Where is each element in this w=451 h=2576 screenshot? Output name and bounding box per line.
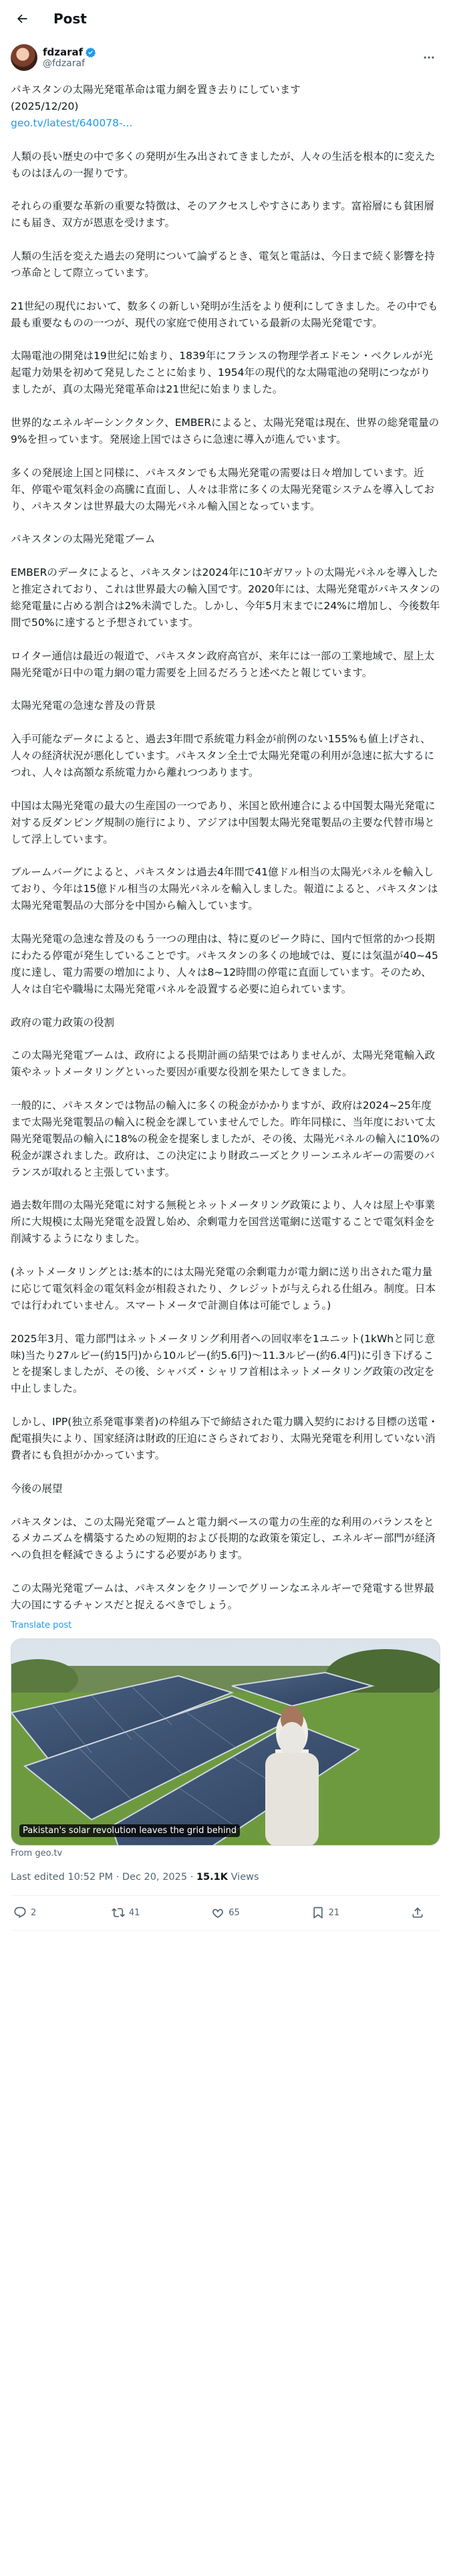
tweet-paragraph: 一般的に、パキスタンでは物品の輸入に多くの税金がかかりますが、政府は2024~25年度まで太陽光発電製品の輸入に税金を課していませんでした。昨年同様に、当年度において太陽光発電製品の輸入に18%の税金を提案しましたが、その後、太陽光パネルの輸入に10%の税金が課されました。政府は、この決定により財政ニーズとクリーンエネルギーの需要のバランスが取れると主張しています。 [11,1099,440,1178]
tweet-paragraph: 多くの発展途上国と同様に、パキスタンでも太陽光発電の需要は日々増加しています。近年、停電や電気料金の高騰に直面し、人々は非常に多くの太陽光発電システムを導入しており、パキスタンは世界最大の太陽光パネル輸入国となっています。 [11,466,434,512]
section-heading: 政府の電力政策の役割 [11,1016,115,1029]
meta-separator: · [187,1872,196,1883]
author-names [43,46,418,69]
arrow-left-icon [15,12,29,25]
tweet-text [11,82,440,1614]
link-card[interactable] [11,1638,440,1846]
tweet-paragraph: 21世紀の現代において、数多くの新しい発明が生活をより便利にしてきました。その中でも最も重要なものの一つが、現代の家庭で使用されている最新の太陽光発電です。 [11,300,438,329]
bookmark-button[interactable] [311,1906,340,1919]
card-caption: Pakistan's solar revolution leaves the grid behind [19,1824,240,1837]
article-link[interactable]: geo.tv/latest/640078-... [11,116,133,129]
tweet-headline: パキスタンの太陽光発電革命は電力網を置き去りにしています (2025/12/20) [11,84,301,112]
more-horizontal-icon [422,51,436,64]
tweet-paragraph: 太陽光発電の急速な普及のもう一つの理由は、特に夏のピーク時に、国内で恒常的かつ長期にわたる停電が発生していることです。パキスタンの多くの地域では、夏には気温が40~45度に達し、電力需要の増加により、人々は8~12時間の停電に直面しています。そのため、人々は自宅や職場に太陽光発電パネルを設置する必要に迫られています。 [11,932,438,995]
author-row [11,41,440,74]
action-bar [11,1896,440,1931]
repost-count: 41 [128,1907,140,1918]
translate-post-link[interactable]: Translate post [11,1620,72,1630]
section-heading: パキスタンの太陽光発電ブーム [11,533,156,546]
views-label: Views [231,1872,259,1883]
timestamp[interactable]: Last edited 10:52 PM · Dec 20, 2025 [11,1872,188,1883]
tweet-paragraph: この太陽光発電ブームは、政府による長期計画の結果ではありませんが、太陽光発電輸入政策やネットメータリングといった要因が重要な役割を果たしてきました。 [11,1049,436,1079]
top-bar [0,0,451,37]
tweet-paragraph: (ネットメータリングとは:基本的には太陽光発電の余剰電力が電力網に送り出された電力量に応じて電気料金の電気料金が相殺されたり、クレジットが与えられる仕組み。制度。日本では行われていません。スマートメータで計測自体は可能でしょう。) [11,1266,436,1311]
tweet-paragraph: 太陽電池の開発は19世紀に始まり、1839年にフランスの物理学者エドモン・ベクレルが光起電力効果を初めて発見したことに始まり、1954年の現代的な太陽電池の発明につながりましたが、真の太陽光発電革命は21世紀に始まりました。 [11,350,433,396]
card-source[interactable]: From geo.tv [11,1848,63,1858]
tweet-paragraph: この太陽光発電ブームは、パキスタンをクリーンでグリーンなエネルギーで発電する世界最大の国にするチャンスだと捉えるべきでしょう。 [11,1582,435,1612]
tweet-paragraph: それらの重要な革新の重要な特徴は、そのアクセスしやすさにあります。富裕層にも貧困層にも届き、双方が恩恵を受けます。 [11,200,434,229]
tweet-paragraph: 人類の生活を変えた過去の発明について論ずるとき、電気と電話は、今日まで続く影響を持つ革命として際立っています。 [11,250,435,279]
page-title: Post [53,11,87,27]
bookmark-icon [311,1906,325,1919]
tweet-paragraph: EMBERのデータによると、パキスタンは2024年に10ギガワットの太陽光パネルを導入したと推定されており、これは世界最大の輸入国です。2020年には、太陽光発電がパキスタンの総発電量に占める割合は2%未満でした。しかし、今年5月末までに24%に増加し、今後数年間で50%に達すると予想されています。 [11,566,440,629]
tweet-paragraph: しかし、IPP(独立系発電事業者)の枠組み下で締結された電力購入契約における目標の送電・配電損失により、国家経済は財政的圧迫にさらされており、太陽光発電を利用していない消費者にも負担がかかっています。 [11,1416,438,1461]
share-icon [411,1906,424,1919]
verified-badge-icon [85,47,96,58]
repost-icon [112,1906,125,1919]
repost-button[interactable] [112,1906,140,1919]
tweet-paragraph: 世界的なエネルギーシンクタンク、EMBERによると、太陽光発電は現在、世界の総発電量の9%を担っています。発展途上国ではさらに急速に導入が進んでいます。 [11,417,440,445]
tweet-meta [11,1869,440,1896]
views-count: 15.1K [196,1872,228,1883]
tweet-paragraph: 過去数年間の太陽光発電に対する無税とネットメータリング政策により、人々は屋上や事業所に大規模に太陽光発電を設置し始め、余剰電力を国営送電網に送電することで電気料金を削減するようになりました。 [11,1199,436,1245]
reply-button[interactable] [13,1906,40,1919]
tweet-paragraph: 入手可能なデータによると、過去3年間で系統電力料金が前例のない155%も値上げされ、人々の経済状況が悪化しています。パキスタン全土で太陽光発電の利用が急速に拡大するにつれ、人々は高額な系統電力から離れつつあります。 [11,733,434,778]
tweet-paragraph: 人類の長い歴史の中で多くの発明が生み出されてきましたが、人々の生活を根本的に変えたものはほんの一握りです。 [11,150,436,179]
tweet-paragraph: 中国は太陽光発電の最大の生産国の一つであり、米国と欧州連合による中国製太陽光発電に対する反ダンピング規制の施行により、アジアは中国製太陽光発電製品の主要な代替市場として浮上しています。 [11,799,436,845]
tweet [0,37,451,1931]
author-name-text: fdzaraf [43,46,84,58]
like-count: 65 [229,1907,240,1918]
author-handle[interactable]: @fdzaraf [43,58,86,69]
tweet-paragraph: 2025年3月、電力部門はネットメータリング利用者への回収率を1ユニット(1kWhと同じ意味)当たり27ルピー(約15円)から10ルピー(約5.6円)～11.3ルピー(約6.4円)に引き下げることを提案しましたが、その後、シャバズ・シャリフ首相はネットメータリング政策の改定を中止しました。 [11,1332,436,1395]
bookmark-count: 21 [328,1907,340,1918]
reply-icon [13,1906,27,1919]
back-button[interactable] [11,7,33,30]
heart-icon [211,1906,224,1919]
solar-field-image [11,1639,440,1846]
share-button[interactable] [411,1906,438,1919]
tweet-paragraph: ロイター通信は最近の報道で、パキスタン政府高官が、来年には一部の工業地域で、屋上太陽光発電が日中の電力網の電力需要を上回るだろうと述べたと報じています。 [11,649,435,679]
section-heading: 今後の展望 [11,1482,63,1495]
like-button[interactable] [211,1906,240,1919]
tweet-headline-block [11,82,440,132]
reply-count: 2 [31,1907,37,1918]
avatar[interactable] [11,44,37,71]
tweet-paragraph: ブルームバーグによると、パキスタンは過去4年間で41億ドル相当の太陽光パネルを輸入しており、今年は15億ドル相当の太陽光パネルを輸入しました。報道によると、パキスタンは太陽光発電製品の大部分を中国から輸入しています。 [11,866,438,912]
author-display-name[interactable] [43,46,418,58]
tweet-paragraph: パキスタンは、この太陽光発電ブームと電力網ベースの電力の生産的な利用のバランスをとるメカニズムを構築するための短期的および長期的な政策を策定し、エネルギー部門が経済への負担を軽減できるようにする必要があります。 [11,1515,436,1562]
section-heading: 太陽光発電の急速な普及の背景 [11,700,156,712]
more-options-button[interactable] [418,46,440,69]
